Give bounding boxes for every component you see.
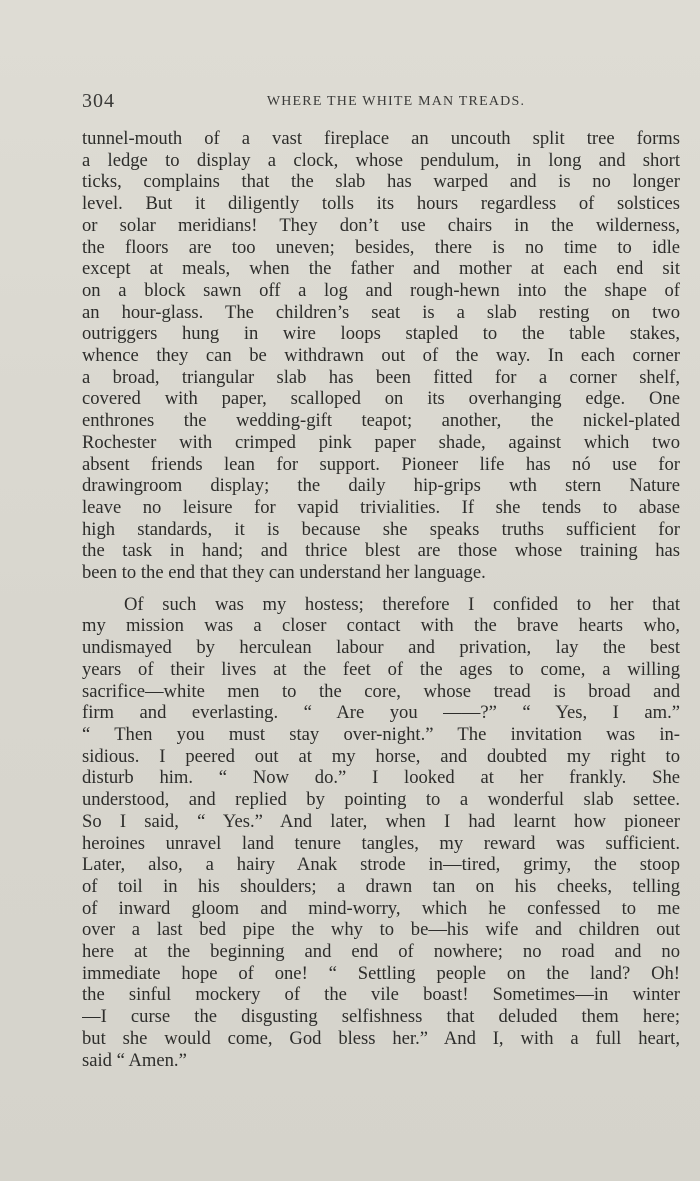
running-head: WHERE THE WHITE MAN TREADS.: [266, 94, 526, 109]
text-line: sacrifice—white men to the core, whose tread is broad and: [82, 680, 680, 702]
text-line: of inward gloom and mind-worry, which he confessed to me: [82, 897, 680, 919]
text-line: Of such was my hostess; therefore I confided to her that: [124, 593, 680, 615]
text-line: my mission was a closer contact with the brave hearts who,: [82, 615, 680, 637]
text-line: but she would come, God bless her.” And I, with a full heart,: [82, 1027, 680, 1049]
text-line: over a last bed pipe the why to be—his wife and children out: [82, 919, 680, 941]
text-line: drawingroom display; the daily hip-grips wth stern Nature: [82, 475, 680, 497]
paragraph-1: [82, 128, 680, 584]
text-line: firm and everlasting. “ Are you ——?” “ Yes, I am.”: [82, 702, 680, 724]
text-line: except at meals, when the father and mother at each end sit: [82, 258, 680, 280]
text-line: a broad, triangular slab has been fitted for a corner shelf,: [82, 366, 680, 388]
text-line: the sinful mockery of the vile boast! Sometimes—in winter: [82, 984, 680, 1006]
text-line: Rochester with crimped pink paper shade, against which two: [82, 431, 680, 453]
text-line: “ Then you must stay over-night.” The invitation was in-: [82, 723, 680, 745]
text-line: years of their lives at the feet of the ages to come, a willing: [82, 658, 680, 680]
text-line: understood, and replied by pointing to a wonderful slab settee.: [82, 789, 680, 811]
text-line: Later, also, a hairy Anak strode in—tired, grimy, the stoop: [82, 854, 680, 876]
text-line: whence they can be withdrawn out of the way. In each corner: [82, 345, 680, 367]
page-number: 304: [82, 90, 115, 112]
text-line: a ledge to display a clock, whose pendulum, in long and short: [82, 149, 680, 171]
text-line: said “ Amen.”: [82, 1049, 187, 1071]
text-line: undismayed by herculean labour and privation, lay the best: [82, 637, 680, 659]
text-line: an hour-glass. The children’s seat is a slab resting on two: [82, 301, 680, 323]
text-line: or solar meridians! They don’t use chairs in the wilderness,: [82, 214, 680, 236]
text-line: of toil in his shoulders; a drawn tan on his cheeks, telling: [82, 875, 680, 897]
paragraph-spacer: [82, 584, 680, 594]
text-line: been to the end that they can understand her language.: [82, 562, 486, 584]
text-line: high standards, it is because she speaks truths sufficient for: [82, 518, 680, 540]
body-text: [82, 128, 680, 1071]
text-line: leave no leisure for vapid trivialities. If she tends to abase: [82, 496, 680, 518]
paragraph-2: [82, 594, 680, 1071]
text-line: So I said, “ Yes.” And later, when I had learnt how pioneer: [82, 810, 680, 832]
text-line: —I curse the disgusting selfishness that deluded them here;: [82, 1006, 680, 1028]
page-header: [82, 90, 680, 114]
text-line: tunnel-mouth of a vast fireplace an uncouth split tree forms: [82, 128, 680, 149]
text-line: immediate hope of one! “ Settling people on the land? Oh!: [82, 962, 680, 984]
text-line: covered with paper, scalloped on its overhanging edge. One: [82, 388, 680, 410]
text-line: outriggers hung in wire loops stapled to the table stakes,: [82, 323, 680, 345]
text-line: the task in hand; and thrice blest are those whose training has: [82, 540, 680, 562]
text-line: here at the beginning and end of nowhere; no road and no: [82, 941, 680, 963]
text-line: sidious. I peered out at my horse, and doubted my right to: [82, 745, 680, 767]
text-line: level. But it diligently tolls its hours regardless of solstices: [82, 193, 680, 215]
text-line: the floors are too uneven; besides, there is no time to idle: [82, 236, 680, 258]
text-line: absent friends lean for support. Pioneer life has nó use for: [82, 453, 680, 475]
text-line: disturb him. “ Now do.” I looked at her frankly. She: [82, 767, 680, 789]
text-line: ticks, complains that the slab has warped and is no longer: [82, 171, 680, 193]
text-line: heroines unravel land tenure tangles, my reward was sufficient.: [82, 832, 680, 854]
text-line: enthrones the wedding-gift teapot; another, the nickel-plated: [82, 410, 680, 432]
text-line: on a block sawn off a log and rough-hewn into the shape of: [82, 279, 680, 301]
